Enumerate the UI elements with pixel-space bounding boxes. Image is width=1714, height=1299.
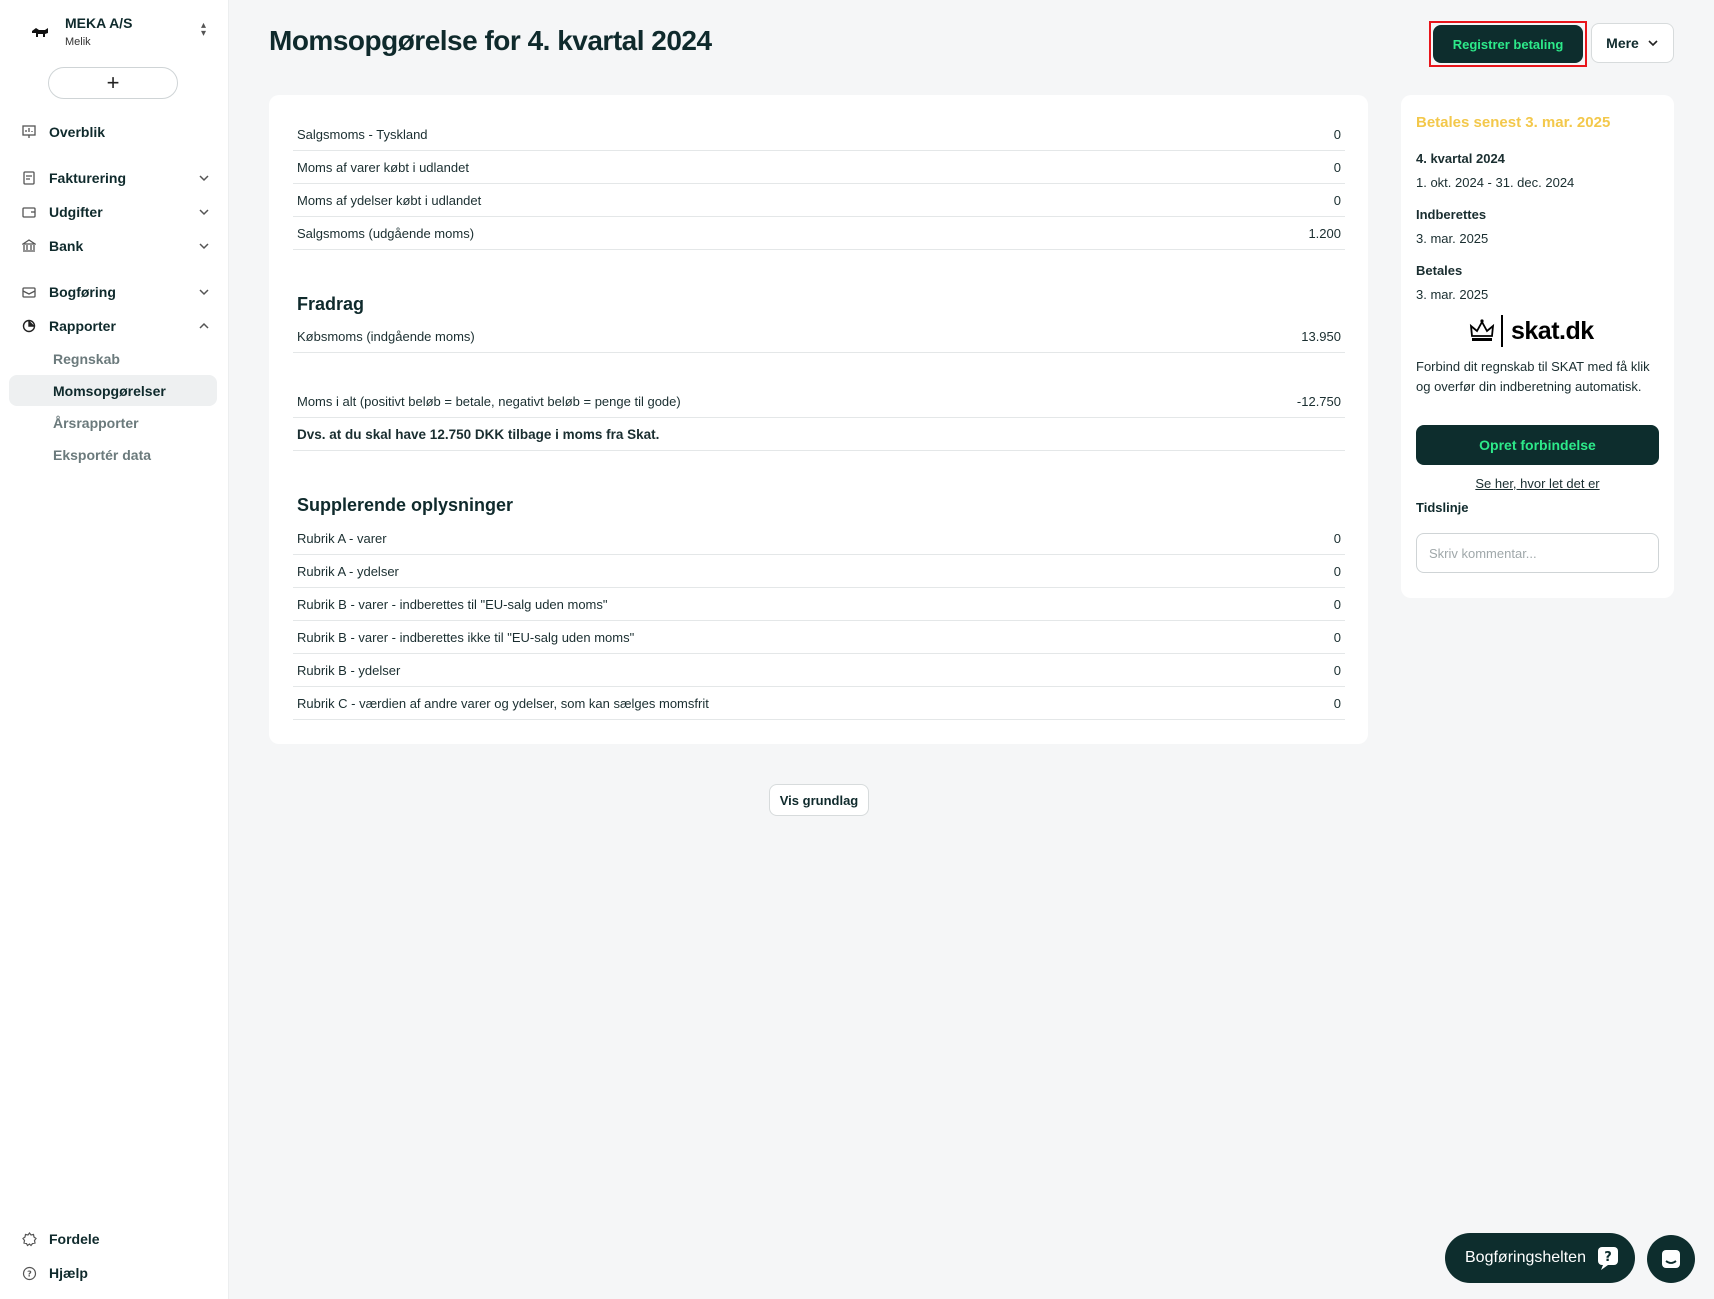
row-label: Rubrik C - værdien af andre varer og ydelser, som kan sælges momsfrit <box>297 695 709 711</box>
row-label: Rubrik A - varer <box>297 530 387 546</box>
crown-icon <box>1469 318 1495 344</box>
report-row <box>293 522 1345 555</box>
report-row <box>293 555 1345 588</box>
comment-input[interactable] <box>1416 533 1659 573</box>
row-label: Moms af varer købt i udlandet <box>297 159 469 175</box>
sidebar-item-fordele[interactable] <box>21 1227 100 1251</box>
more-label: Mere <box>1606 35 1639 51</box>
more-button[interactable] <box>1591 23 1674 63</box>
row-value: -12.750 <box>1296 393 1341 409</box>
sidebar-item-overblik[interactable] <box>21 120 211 144</box>
sidebar <box>0 0 229 1299</box>
sidebar-item-label: Fakturering <box>49 170 127 186</box>
report-row <box>293 118 1345 151</box>
row-value: 0 <box>1333 629 1341 645</box>
payment-info-panel <box>1401 95 1674 598</box>
period-title: 4. kvartal 2024 <box>1416 151 1505 166</box>
row-label: Rubrik B - varer - indberettes til "EU-salg uden moms" <box>297 596 608 612</box>
section-title-supplerende: Supplerende oplysninger <box>297 495 514 515</box>
sidebar-item-hjaelp[interactable] <box>21 1261 88 1285</box>
chevron-down-icon <box>197 239 211 253</box>
badge-icon <box>21 1231 37 1247</box>
sidebar-item-bogforing[interactable] <box>21 280 211 304</box>
row-label: Købsmoms (indgående moms) <box>297 328 475 344</box>
help-icon <box>21 1265 37 1281</box>
chat-button[interactable] <box>1647 1235 1695 1283</box>
bank-icon <box>21 238 37 254</box>
company-user: Melik <box>65 36 91 48</box>
register-payment-highlight <box>1429 21 1587 67</box>
row-value: 0 <box>1333 192 1341 208</box>
row-value: 0 <box>1333 126 1341 142</box>
section-title-fradrag: Fradrag <box>297 294 365 314</box>
row-label: Moms af ydelser købt i udlandet <box>297 192 482 208</box>
wallet-icon <box>21 204 37 220</box>
report-row <box>293 687 1345 720</box>
report-row <box>293 184 1345 217</box>
row-label: Salgsmoms (udgående moms) <box>297 225 475 241</box>
dashboard-icon <box>21 124 37 140</box>
sidebar-subitem-eksporter[interactable]: Eksportér data <box>53 446 152 463</box>
add-button[interactable]: + <box>48 67 178 99</box>
chat-icon <box>1660 1248 1682 1270</box>
show-basis-button[interactable]: Vis grundlag <box>769 784 869 816</box>
report-row-total <box>293 385 1345 418</box>
pay-label: Betales <box>1416 263 1463 278</box>
sidebar-subitem-momsopgorelser[interactable]: Momsopgørelser <box>9 375 217 406</box>
row-value: 13.950 <box>1301 328 1341 344</box>
report-row <box>293 217 1345 250</box>
row-label: Rubrik B - varer - indberettes ikke til "EU-salg uden moms" <box>297 629 635 645</box>
sidebar-item-rapporter[interactable] <box>21 314 211 338</box>
svg-text:?: ? <box>26 1269 32 1278</box>
chevron-down-icon <box>197 171 211 185</box>
report-summary-row <box>293 418 1345 451</box>
sidebar-subitem-regnskab[interactable]: Regnskab <box>53 350 120 367</box>
sidebar-item-udgifter[interactable] <box>21 200 211 224</box>
report-row <box>293 621 1345 654</box>
chevron-down-icon <box>197 285 211 299</box>
invoice-icon <box>21 170 37 186</box>
row-value: 0 <box>1333 563 1341 579</box>
company-name: MEKA A/S <box>65 15 133 31</box>
chevron-up-icon <box>197 319 211 333</box>
pie-chart-icon <box>21 318 37 334</box>
sidebar-item-label: Fordele <box>49 1231 100 1247</box>
report-row <box>293 151 1345 184</box>
timeline-heading: Tidslinje <box>1416 500 1469 515</box>
sidebar-item-label: Hjælp <box>49 1265 88 1281</box>
report-row <box>293 320 1345 353</box>
row-label: Salgsmoms - Tyskland <box>297 126 428 142</box>
sidebar-item-label: Rapporter <box>49 318 116 334</box>
row-label: Moms i alt (positivt beløb = betale, negativt beløb = penge til gode) <box>297 393 681 409</box>
due-date-heading: Betales senest 3. mar. 2025 <box>1416 114 1611 131</box>
sidebar-item-label: Udgifter <box>49 204 103 220</box>
row-label: Rubrik B - ydelser <box>297 662 401 678</box>
switch-arrows-icon: ▴ ▾ <box>200 20 206 39</box>
logo-divider <box>1501 315 1503 347</box>
summary-text: Dvs. at du skal have 12.750 DKK tilbage i moms fra Skat. <box>297 426 660 442</box>
vat-report-card <box>269 95 1368 744</box>
helper-button[interactable] <box>1445 1233 1635 1283</box>
sidebar-item-label: Overblik <box>49 124 106 140</box>
company-switcher[interactable] <box>24 14 206 54</box>
sidebar-subitem-arsrapporter[interactable]: Årsrapporter <box>53 414 139 431</box>
page-title: Momsopgørelse for 4. kvartal 2024 <box>269 25 712 56</box>
report-row <box>293 588 1345 621</box>
row-label: Rubrik A - ydelser <box>297 563 399 579</box>
pay-date: 3. mar. 2025 <box>1416 287 1489 302</box>
register-payment-button[interactable]: Registrer betaling <box>1433 25 1583 63</box>
period-range: 1. okt. 2024 - 31. dec. 2024 <box>1416 175 1575 190</box>
how-easy-link[interactable]: Se her, hvor let det er <box>1475 476 1600 491</box>
sidebar-item-label: Bank <box>49 238 84 254</box>
company-logo-icon <box>30 22 50 42</box>
skat-logo <box>1469 314 1609 348</box>
connect-button[interactable]: Opret forbindelse <box>1416 425 1659 465</box>
row-value: 1.200 <box>1308 225 1341 241</box>
skat-logo-text: skat.dk <box>1511 316 1594 345</box>
helper-label: Bogføringshelten <box>1465 1249 1586 1266</box>
ledger-icon <box>21 284 37 300</box>
row-value: 0 <box>1333 662 1341 678</box>
report-date: 3. mar. 2025 <box>1416 231 1489 246</box>
svg-text:?: ? <box>1604 1250 1612 1265</box>
connect-description: Forbind dit regnskab til SKAT med få klik og overfør din indberetning automatisk. <box>1416 359 1650 394</box>
chevron-down-icon <box>197 205 211 219</box>
help-chat-icon <box>1595 1245 1621 1271</box>
report-label: Indberettes <box>1416 207 1487 222</box>
sidebar-item-bank[interactable] <box>21 234 211 258</box>
row-value: 0 <box>1333 695 1341 711</box>
row-value: 0 <box>1333 596 1341 612</box>
report-row <box>293 654 1345 687</box>
sidebar-item-label: Bogføring <box>49 284 116 300</box>
sidebar-item-fakturering[interactable] <box>21 166 211 190</box>
row-value: 0 <box>1333 530 1341 546</box>
row-value: 0 <box>1333 159 1341 175</box>
chevron-down-icon <box>1647 37 1659 49</box>
